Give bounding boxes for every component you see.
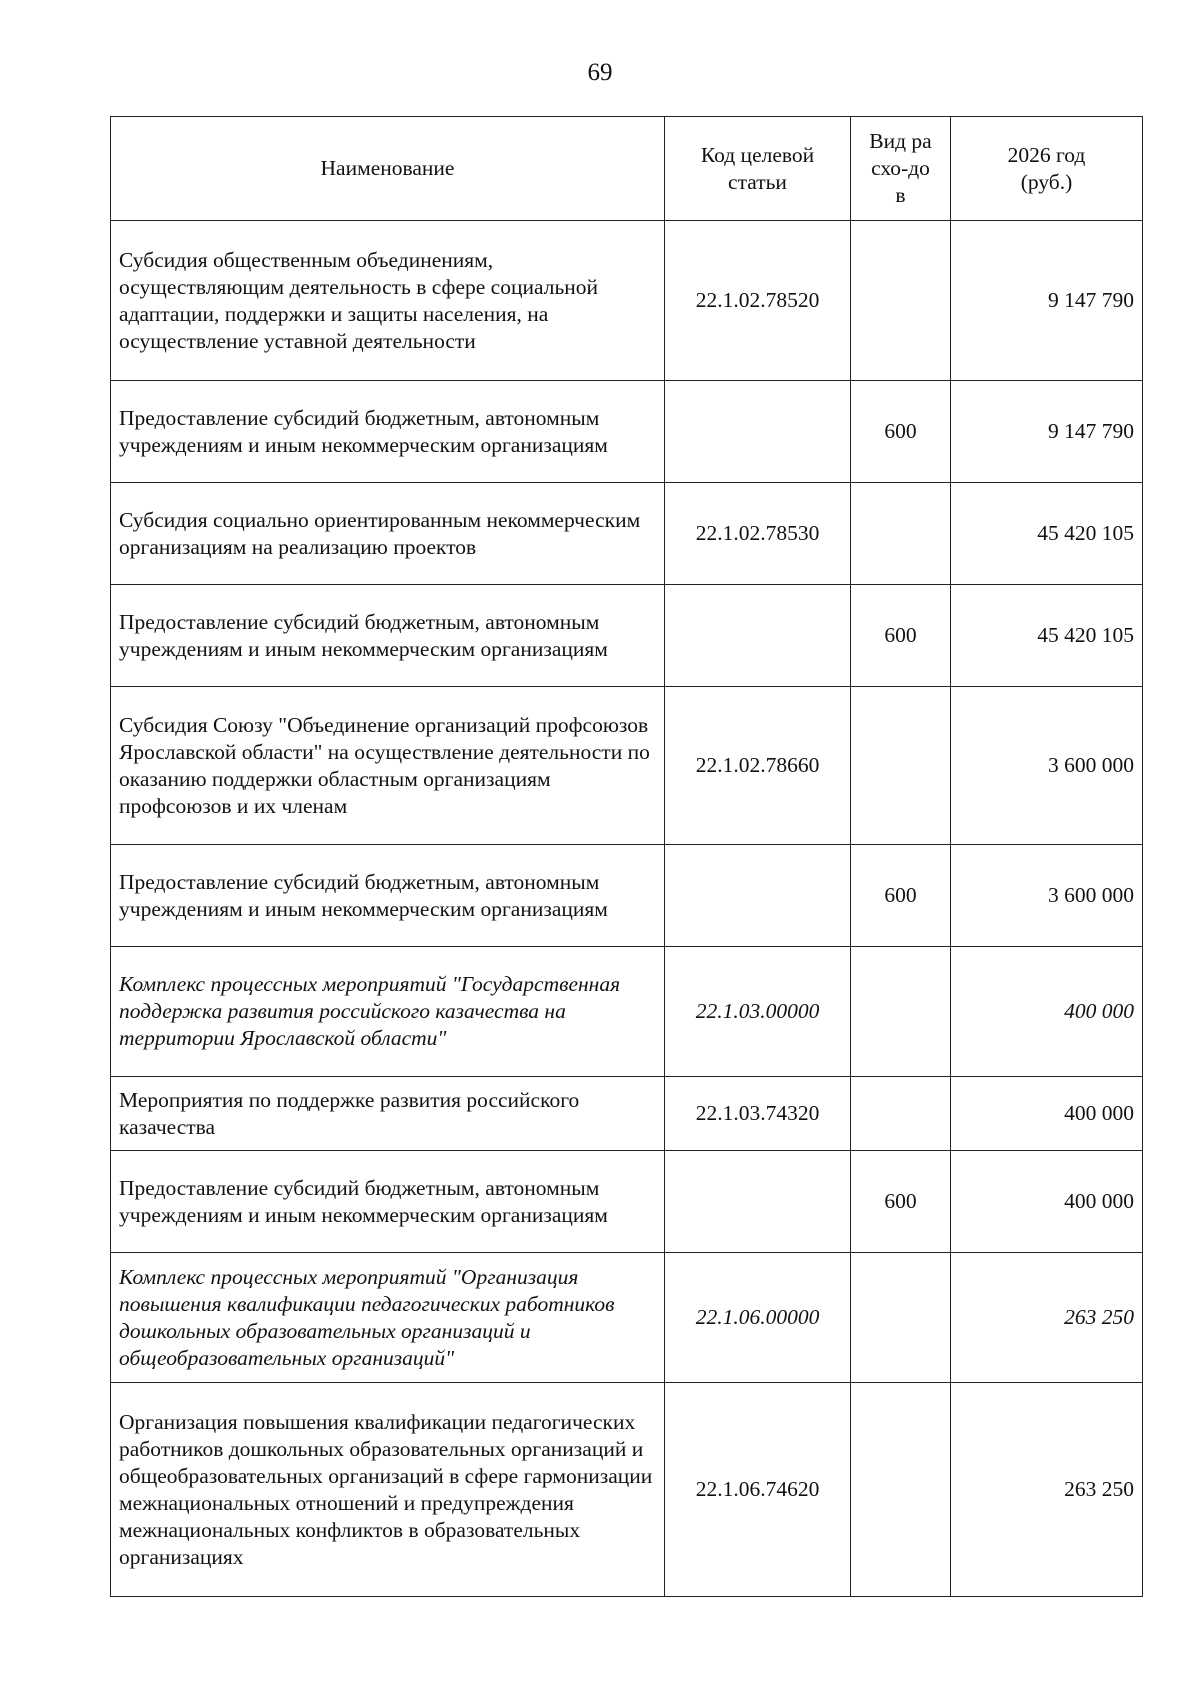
row-type: 600 (851, 585, 951, 687)
row-code: 22.1.02.78660 (665, 687, 851, 845)
row-code: 22.1.03.74320 (665, 1077, 851, 1151)
row-name: Предоставление субсидий бюджетным, автономным учреждениям и иным некоммерческим организациям (111, 845, 665, 947)
row-type (851, 687, 951, 845)
row-amount: 400 000 (951, 1077, 1143, 1151)
row-name: Субсидия социально ориентированным некоммерческим организациям на реализацию проектов (111, 483, 665, 585)
header-type-text: Вид расхо-дов (869, 129, 932, 207)
table-row (111, 845, 1143, 947)
row-code: 22.1.02.78530 (665, 483, 851, 585)
table-row-complex (111, 947, 1143, 1077)
row-amount: 3 600 000 (951, 845, 1143, 947)
header-type (851, 117, 951, 221)
row-type: 600 (851, 381, 951, 483)
row-code (665, 585, 851, 687)
row-name: Предоставление субсидий бюджетным, автономным учреждениям и иным некоммерческим организациям (111, 381, 665, 483)
row-code: 22.1.03.00000 (665, 947, 851, 1077)
row-amount: 9 147 790 (951, 381, 1143, 483)
row-code: 22.1.06.00000 (665, 1253, 851, 1383)
table-row (111, 483, 1143, 585)
row-amount: 400 000 (951, 1151, 1143, 1253)
row-type (851, 1253, 951, 1383)
row-amount: 263 250 (951, 1383, 1143, 1597)
table-row (111, 687, 1143, 845)
row-name: Комплекс процессных мероприятий "Государственная поддержка развития российского казачества на территории Ярославской области" (111, 947, 665, 1077)
table-row (111, 1077, 1143, 1151)
row-type: 600 (851, 845, 951, 947)
row-type: 600 (851, 1151, 951, 1253)
row-amount: 45 420 105 (951, 483, 1143, 585)
row-name: Организация повышения квалификации педагогических работников дошкольных образовательных организаций и общеобразовательных организаций в сфере гармонизации межнациональных отношений и предупреждения межнациональных конфликтов в образовательных организациях (111, 1383, 665, 1597)
row-name: Субсидия общественным объединениям, осуществляющим деятельность в сфере социальной адаптации, поддержки и защиты населения, на осуществление уставной деятельности (111, 221, 665, 381)
table-row (111, 1151, 1143, 1253)
table-header-row (111, 117, 1143, 221)
row-name: Предоставление субсидий бюджетным, автономным учреждениям и иным некоммерческим организациям (111, 1151, 665, 1253)
row-amount: 400 000 (951, 947, 1143, 1077)
table-row (111, 221, 1143, 381)
table-row (111, 1383, 1143, 1597)
row-code: 22.1.06.74620 (665, 1383, 851, 1597)
row-code (665, 381, 851, 483)
row-type (851, 947, 951, 1077)
header-amount (951, 117, 1143, 221)
row-amount: 263 250 (951, 1253, 1143, 1383)
header-code (665, 117, 851, 221)
row-type (851, 1383, 951, 1597)
header-amount-text: 2026 год (руб.) (1007, 142, 1086, 194)
row-code: 22.1.02.78520 (665, 221, 851, 381)
table-row (111, 381, 1143, 483)
row-code (665, 845, 851, 947)
row-name: Предоставление субсидий бюджетным, автономным учреждениям и иным некоммерческим организациям (111, 585, 665, 687)
row-type (851, 221, 951, 381)
header-name: Наименование (111, 117, 665, 221)
row-amount: 3 600 000 (951, 687, 1143, 845)
row-amount: 9 147 790 (951, 221, 1143, 381)
row-type (851, 1077, 951, 1151)
row-name: Субсидия Союзу "Объединение организаций профсоюзов Ярославской области" на осуществление деятельности по оказанию поддержки областным организациям профсоюзов и их членам (111, 687, 665, 845)
page-number: 69 (587, 59, 613, 86)
row-amount: 45 420 105 (951, 585, 1143, 687)
row-code (665, 1151, 851, 1253)
budget-table (110, 116, 1143, 1597)
table-row-complex (111, 1253, 1143, 1383)
header-code-text: Код целевой статьи (700, 142, 815, 194)
table-body (111, 221, 1143, 1597)
table-row (111, 585, 1143, 687)
row-name: Мероприятия по поддержке развития российского казачества (111, 1077, 665, 1151)
row-type (851, 483, 951, 585)
row-name: Комплекс процессных мероприятий "Организация повышения квалификации педагогических работников дошкольных образовательных организаций и общеобразовательных организаций" (111, 1253, 665, 1383)
